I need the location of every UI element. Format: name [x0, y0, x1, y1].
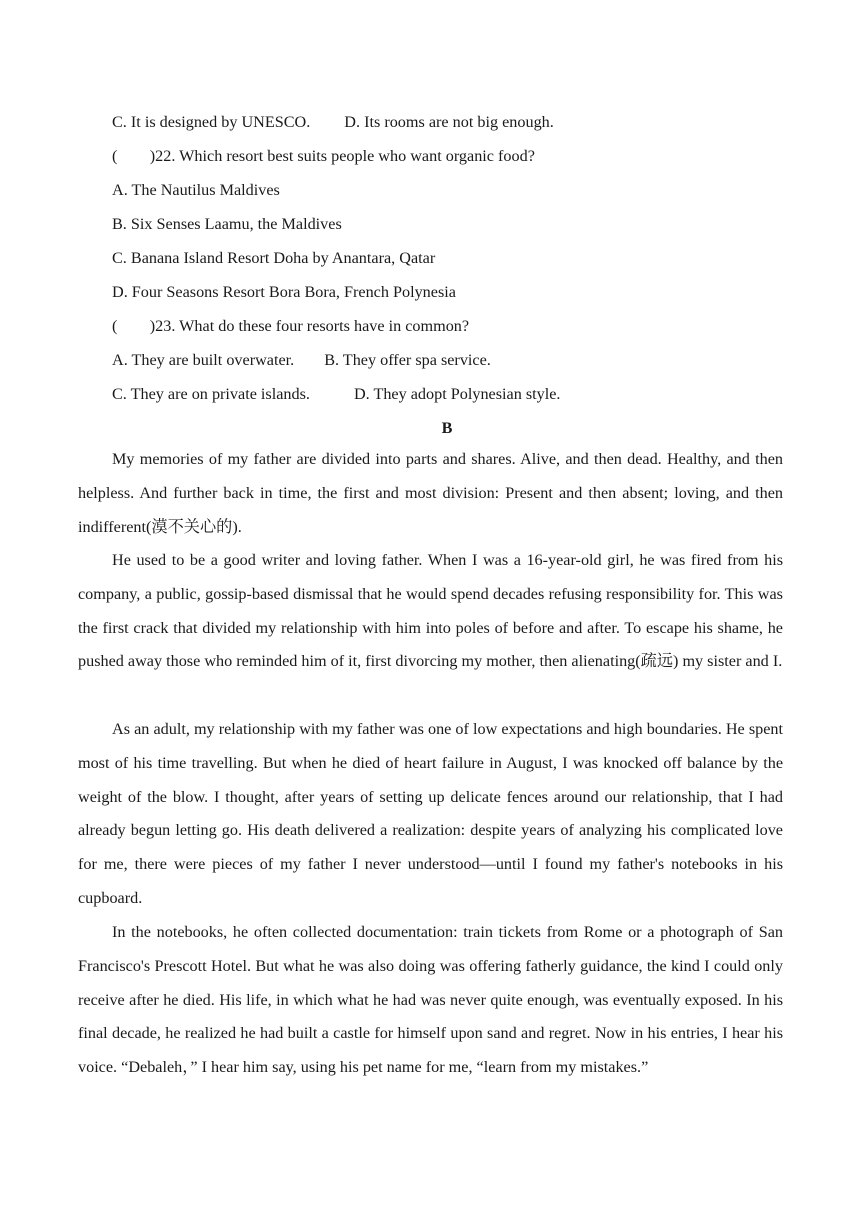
q23-option-d: D. They adopt Polynesian style.	[353, 385, 561, 403]
q22-option-a: A. The Nautilus Maldives	[112, 181, 280, 199]
q23-answer-blank: ( )	[112, 317, 156, 335]
q23-option-b: B. They offer spa service.	[324, 351, 491, 369]
q22-stem: 22. Which resort best suits people who want organic food?	[155, 147, 535, 165]
q22-option-d: D. Four Seasons Resort Bora Bora, French Polynesia	[112, 283, 456, 301]
q22-stem-row	[112, 146, 535, 166]
q23-stem-row	[112, 316, 469, 336]
passage-paragraph-1: My memories of my father are divided into parts and shares. Alive, and then dead. Healthy, and then helpless. And further back in time, the first and most division: Present and then absent; loving, and then indifferent(漠不关心的).	[78, 450, 783, 536]
q22-option-b: B. Six Senses Laamu, the Maldives	[112, 215, 342, 233]
passage-paragraph-2: He used to be a good writer and loving father. When I was a 16-year-old girl, he was fired from his company, a public, gossip-based dismissal that he would spend decades refusing responsibility for. This was the first crack that divided my relationship with him into poles of before and after. To escape his shame, he pushed away those who reminded him of it, first divorcing my mother, then alienating(疏远) my sister and I.	[78, 551, 783, 671]
section-heading: B	[441, 419, 453, 437]
passage-paragraph-3: As an adult, my relationship with my father was one of low expectations and high boundaries. He spent most of his time travelling. But when he died of heart failure in August, I was knocked off balance by the weight of the blow. I thought, after years of setting up delicate fences around our relationship, that I had already begun letting go. His death delivered a realization: despite years of analyzing his complicated love for me, there were pieces of my father I never understood—until I found my father's notebooks in his cupboard.	[78, 720, 783, 907]
q23-stem: 23. What do these four resorts have in common?	[155, 317, 470, 335]
q21-option-d: D. Its rooms are not big enough.	[344, 113, 554, 131]
q21-option-c: C. It is designed by UNESCO.	[112, 113, 311, 131]
q23-options-row-ab	[112, 350, 491, 370]
q23-options-row-cd	[112, 384, 560, 404]
q21-options-row-cd	[112, 112, 554, 132]
q23-option-c: C. They are on private islands.	[112, 385, 310, 403]
passage-paragraph-4: In the notebooks, he often collected documentation: train tickets from Rome or a photograph of San Francisco's Prescott Hotel. But what he was also doing was offering fatherly guidance, the kind I could only receive after he died. His life, in which what he had was never quite enough, was eventually exposed. In his final decade, he realized he had built a castle for himself upon sand and regret. Now in his entries, I hear his voice. “Debaleh，” I hear him say, using his pet name for me, “learn from my mistakes.”	[78, 923, 783, 1077]
q23-option-a: A. They are built overwater.	[112, 351, 295, 369]
q22-answer-blank: ( )	[112, 147, 156, 165]
q22-option-c: C. Banana Island Resort Doha by Anantara, Qatar	[112, 249, 436, 267]
